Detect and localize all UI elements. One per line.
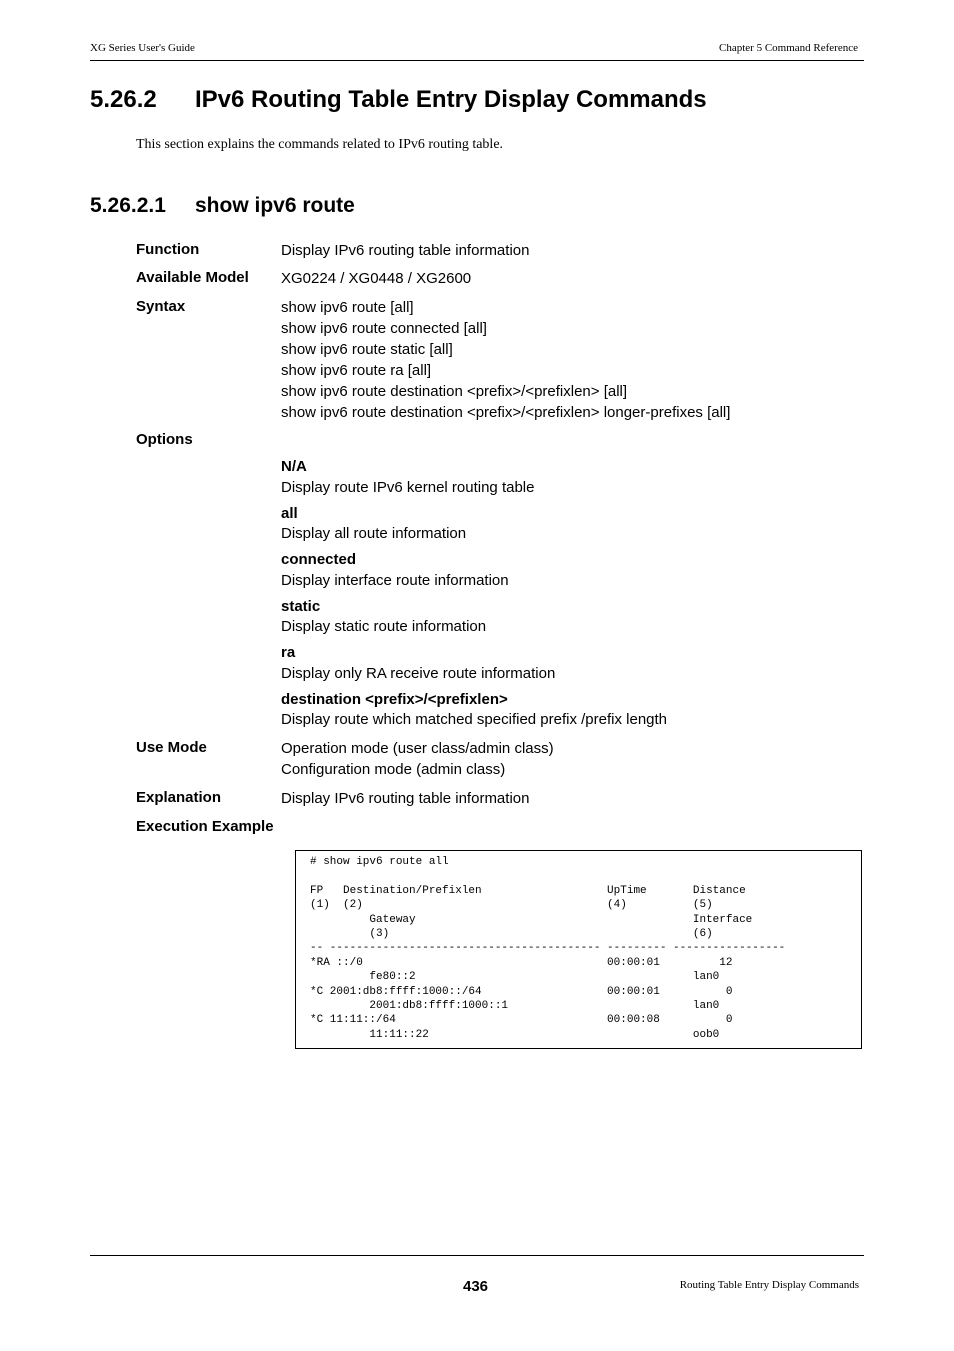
code-example: # show ipv6 route all FP Destination/Prefixlen UpTime Distance (1) (2) (4) (5) Gateway Interface (3) (6) -- ----------------------------------------- --------- ----------------- *RA ::/0 00:00:01 12 fe80::2 lan0 *C 2001:db8:ffff:1000::/64 00:00:01 0 2001:db8:ffff:1000::1 lan0 *C 11:11::/64 00:00:08 0 11:11::22 oob0 — [310, 856, 786, 1041]
subsection-heading — [90, 194, 355, 218]
function-value: Display IPv6 routing table information — [281, 242, 530, 259]
section-intro: This section explains the commands related to IPv6 routing table. — [136, 137, 504, 152]
explanation-label: Explanation — [136, 789, 222, 806]
option-desc: Display static route information — [281, 618, 487, 635]
section-heading — [90, 86, 707, 114]
page-header-right: Chapter 5 Command Reference — [719, 42, 858, 54]
page-number: 436 — [463, 1278, 489, 1295]
explanation-value: Display IPv6 routing table information — [281, 790, 530, 807]
syntax-line: show ipv6 route static [all] — [281, 341, 453, 358]
option-name: static — [281, 598, 321, 615]
option-desc: Display only RA receive route information — [281, 665, 556, 682]
syntax-lines — [281, 297, 730, 423]
function-label: Function — [136, 241, 200, 258]
syntax-line: show ipv6 route [all] — [281, 299, 414, 316]
footer-rule — [90, 1255, 864, 1256]
syntax-label: Syntax — [136, 298, 186, 315]
code-example-box — [295, 850, 862, 1049]
subsection-title: show ipv6 route — [195, 194, 355, 217]
subsection-number: 5.26.2.1 — [90, 194, 166, 217]
syntax-line: show ipv6 route destination <prefix>/<prefixlen> [all] — [281, 383, 628, 400]
use-mode-label: Use Mode — [136, 739, 207, 756]
options-label: Options — [136, 431, 193, 448]
available-model-value: XG0224 / XG0448 / XG2600 — [281, 270, 472, 287]
syntax-line: show ipv6 route connected [all] — [281, 320, 487, 337]
option-desc: Display interface route information — [281, 572, 509, 589]
section-number: 5.26.2 — [90, 86, 157, 113]
option-name: connected — [281, 551, 357, 568]
option-name: ra — [281, 644, 296, 661]
use-mode-lines — [281, 738, 554, 780]
header-rule — [90, 60, 864, 61]
execution-example-label: Execution Example — [136, 818, 274, 835]
option-desc: Display all route information — [281, 525, 467, 542]
syntax-line: show ipv6 route destination <prefix>/<prefixlen> longer-prefixes [all] — [281, 404, 731, 421]
option-name: destination <prefix>/<prefixlen> — [281, 691, 508, 708]
available-model-label: Available Model — [136, 269, 249, 286]
option-desc: Display route which matched specified prefix /prefix length — [281, 711, 668, 728]
section-title: IPv6 Routing Table Entry Display Commands — [195, 86, 707, 113]
use-mode-line: Configuration mode (admin class) — [281, 761, 506, 778]
page-header-left: XG Series User's Guide — [90, 42, 195, 54]
option-desc: Display route IPv6 kernel routing table — [281, 479, 535, 496]
option-name: N/A — [281, 458, 307, 475]
syntax-line: show ipv6 route ra [all] — [281, 362, 432, 379]
page-footer-right: Routing Table Entry Display Commands — [679, 1279, 859, 1291]
option-name: all — [281, 505, 298, 522]
use-mode-line: Operation mode (user class/admin class) — [281, 740, 554, 757]
